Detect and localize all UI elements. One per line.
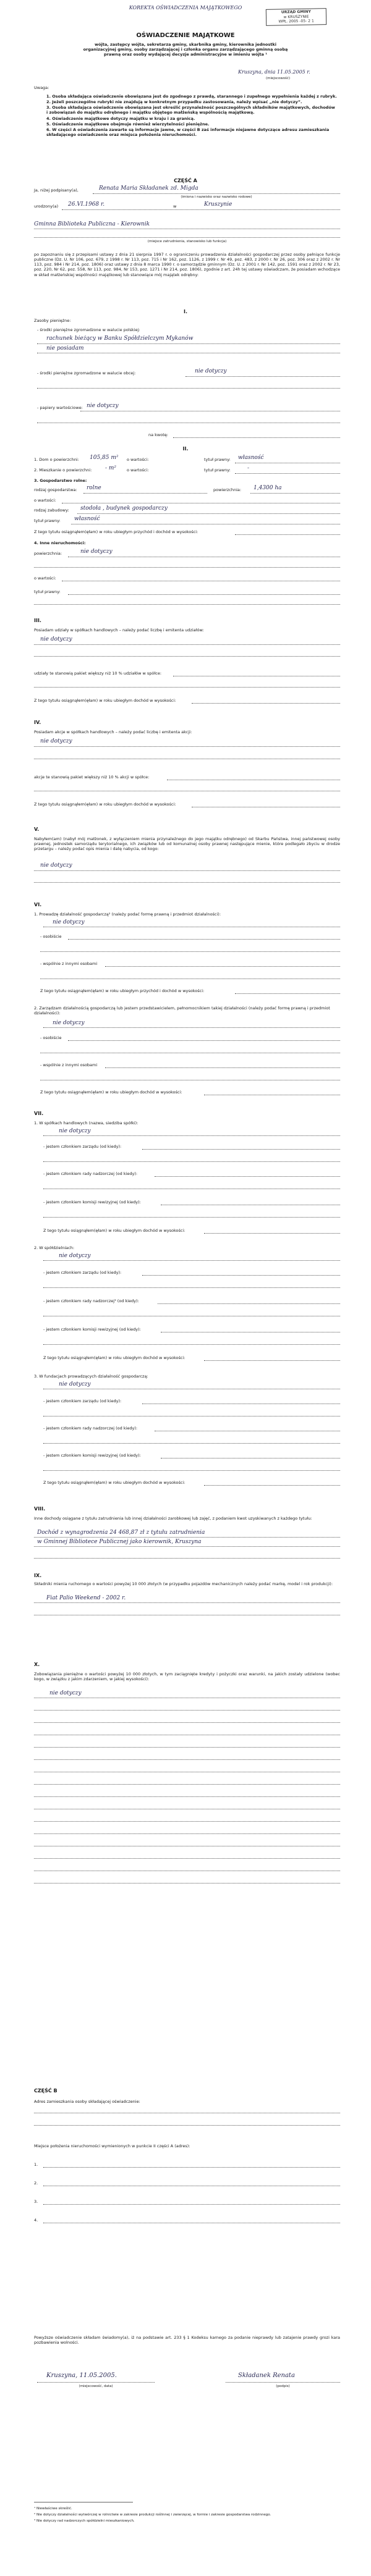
dotted-line bbox=[34, 567, 340, 568]
dotted-line bbox=[43, 1470, 340, 1471]
dotted-line bbox=[40, 951, 340, 952]
section-3-text: Posiadam udziały w spółkach handlowych – należy podać liczbę i emitenta udziałów: bbox=[34, 628, 204, 633]
section-4-dochod: Z tego tytułu osiągnąłem(ęłam) w roku ubiegłym dochód w wysokości: bbox=[34, 802, 176, 807]
dotted-line bbox=[34, 882, 340, 883]
section-4-pakiet: akcje te stanowią pakiet większy niż 10 % akcji w spółce: bbox=[34, 775, 150, 780]
section-7-dochod-2: Z tego tytułu osiągnąłem(ęłam) w roku ubiegłym dochód w wysokości: bbox=[43, 1355, 186, 1360]
gosp-tytul-value: własność bbox=[74, 516, 100, 522]
dotted-line bbox=[173, 437, 340, 438]
komisja-label-3: - jestem członkiem komisji rewizyjnej (od kiedy): bbox=[43, 1453, 141, 1458]
pow-value: 1,4300 ha bbox=[254, 485, 282, 491]
subtitle-line: wójta, zastępcy wójta, sekretarza gminy, skarbnika gminy, kierownika jednostki bbox=[95, 42, 276, 47]
dotted-line bbox=[68, 594, 340, 595]
mieszkanie-wart-label: o wartości: bbox=[127, 468, 149, 473]
part-b-adres: Adres zamieszkania osoby składającej oświadczenie: bbox=[34, 2099, 140, 2104]
dotted-line bbox=[235, 534, 340, 535]
born-place: Kruszynie bbox=[204, 201, 232, 208]
section-6-dochod-2: Z tego tytułu osiągnąłem(ęłam) w roku ubiegłym dochód w wysokości: bbox=[40, 1090, 182, 1095]
foreign-funds-label: - środki pieniężne zgromadzone w walucie obcej: bbox=[37, 371, 136, 376]
dotted-line bbox=[34, 687, 340, 688]
dotted-line bbox=[93, 193, 340, 194]
page-title: OŚWIADCZENIE MAJĄTKOWE bbox=[136, 32, 235, 39]
dotted-line bbox=[43, 1287, 340, 1288]
mieszkanie-label: 2. Mieszkanie o powierzchni: bbox=[34, 468, 92, 473]
top-handwritten-note: KOREKTA OŚWIADCZENIA MAJĄTKOWEGO bbox=[129, 5, 242, 11]
inne-wart-label: o wartości: bbox=[34, 576, 56, 581]
section-4-value: nie dotyczy bbox=[40, 738, 72, 744]
closing-statement: Powyższe oświadczenie składam świadomy(a), iż na podstawie art. 233 § 1 Kodeksu karnego za podanie nieprawdy lub zatajenie prawdy grozi kara pozbawienia wolności. bbox=[34, 2335, 340, 2346]
section-2-number: II. bbox=[182, 446, 189, 452]
intro-text: po zapoznaniu się z przepisami ustawy z dnia 21 sierpnia 1997 r. o ograniczeniu prowadzenia działalności gospodarczej przez osoby pełniące funkcje publiczne (Dz. U. Nr 106, poz. 679, z 1998 r. Nr 113, poz. 715 i Nr 162, poz. 1126, z 1999 r. Nr 49, poz. 483, z 2000 r. Nr 26, poz. 306 oraz z 2002 r. Nr 113, poz. 984 i Nr 214, poz. 1806) oraz ustawy z dnia 8 marca 1990 r. o samorządzie gminnym (Dz. U. z 2001 r. Nr 142, poz. 1591 oraz z 2002 r. Nr 23, poz. 220, Nr 62, poz. 558, Nr 113, poz. 984, Nr 153, poz. 1271 i Nr 214, poz. 1806), zgodnie z art. 24h tej ustawy oświadczam, że posiadam wchodzące w skład małżeńskiej wspólności majątkowej lub stanowiące mój majątek odrębny: bbox=[34, 252, 340, 277]
part-a-heading: CZĘŚĆ A bbox=[174, 178, 197, 183]
dotted-line bbox=[43, 1260, 340, 1261]
section-7-number: VII. bbox=[34, 1111, 44, 1116]
inne-pow-label: powierzchnia: bbox=[34, 551, 62, 556]
dotted-line bbox=[105, 1067, 340, 1068]
part-b-number: 2. bbox=[34, 2181, 38, 2186]
stamp-line: URZĄD GMINY bbox=[281, 9, 311, 15]
part-b-miejsce: Miejsce położenia nieruchomości wymienionych w punkcie II części A (adres): bbox=[34, 2144, 190, 2149]
polish-funds-value-2: nie posiadam bbox=[46, 345, 84, 351]
dotted-line bbox=[83, 493, 207, 494]
section-9-value: Fiat Palio Weekend - 2002 r. bbox=[46, 1595, 126, 1601]
dotted-line bbox=[34, 1821, 340, 1822]
dotted-line bbox=[34, 1546, 340, 1547]
dom-label: 1. Dom o powierzchni: bbox=[34, 457, 79, 462]
gosp-dochod: Z tego tytułu osiągnąłem(ęłam) w roku ubiegłym przychód i dochód w wysokości: bbox=[34, 529, 198, 534]
foreign-funds-value: nie dotyczy bbox=[195, 368, 227, 374]
section-7-dochod-3: Z tego tytułu osiągnąłem(ęłam) w roku ubiegłym dochód w wysokości: bbox=[43, 1480, 186, 1485]
osobiscie-label-2: - osobiście bbox=[40, 1035, 62, 1040]
section-6-item-2-value: nie dotyczy bbox=[53, 1020, 85, 1026]
dotted-line bbox=[34, 1602, 340, 1603]
komisja-label-2: - jestem członkiem komisji rewizyjnej (od kiedy): bbox=[43, 1327, 141, 1332]
dotted-line bbox=[142, 1149, 340, 1150]
dotted-line bbox=[37, 343, 340, 344]
footnotes bbox=[34, 2507, 340, 2523]
osobiscie-label: - osobiście bbox=[40, 934, 62, 939]
section-4-text: Posiadam akcje w spółkach handlowych – należy podać liczbę i emitenta akcji: bbox=[34, 730, 192, 734]
dotted-line bbox=[235, 473, 340, 474]
section-7-item-1: 1. W spółkach handlowych (nazwa, siedziba spółki): bbox=[34, 1121, 139, 1126]
polish-funds-label: - środki pieniężne zgromadzone w walucie polskiej: bbox=[37, 327, 140, 332]
section-6-number: VI. bbox=[34, 902, 42, 907]
ja-caption: (imiona i nazwisko oraz nazwisko rodowe) bbox=[181, 195, 252, 199]
polish-funds-value: rachunek bieżący w Banku Spółdzielczym Mykanów bbox=[46, 335, 194, 342]
subtitle-line: organizacyjnej gminy, osoby zarządzającej i członka organu zarządzającego gminną osobą bbox=[83, 47, 288, 53]
dotted-line bbox=[43, 1344, 340, 1345]
employer-value: Gminna Biblioteka Publiczna - Kierownik bbox=[34, 221, 150, 227]
section-10-number: X. bbox=[34, 1662, 40, 1667]
zabud-value: stodoła , budynek gospodarczy bbox=[80, 505, 168, 511]
born-label: urodzony(a) bbox=[34, 204, 59, 209]
dotted-line bbox=[34, 1722, 340, 1723]
dotted-line bbox=[34, 1883, 340, 1884]
rada-label-3: - jestem członkiem rady nadzorczej (od kiedy): bbox=[43, 1426, 138, 1431]
section-7-dochod: Z tego tytułu osiągnąłem(ęłam) w roku ubiegłym dochód w wysokości: bbox=[43, 1228, 186, 1233]
dotted-line bbox=[204, 1360, 340, 1361]
mieszkanie-tytul-label: tytuł prawny: bbox=[204, 468, 231, 473]
footnote: ³ Nie dotyczy rad nadzorczych spółdzielni mieszkaniowych. bbox=[34, 2519, 135, 2523]
section-10-value: nie dotyczy bbox=[49, 1690, 82, 1696]
dotted-line bbox=[43, 1217, 340, 1218]
section-8-value-1: Dochód z wynagrodzenia 24 468,87 zł z tytułu zatrudnienia bbox=[37, 1530, 205, 1536]
stamp-line: w KRUSZYNIE bbox=[283, 14, 309, 19]
dotted-line bbox=[34, 870, 340, 871]
uwaga-item: 1. Osoba składająca oświadczenie obowiązana jest do zgodnego z prawdą, starannego i zupełnego wypełnienia każdej z rubryk. bbox=[46, 94, 337, 99]
dotted-line bbox=[43, 1161, 340, 1162]
footnote: ² Nie dotyczy działalności wytwórczej w rolnictwie w zakresie produkcji roślinnej i zwierzęcej, w formie i zakresie gospodarstwa rodzinnego. bbox=[34, 2512, 271, 2517]
dotted-line bbox=[43, 2204, 340, 2205]
dotted-line bbox=[43, 2167, 340, 2168]
dotted-line bbox=[34, 1537, 340, 1538]
subtitle-line: prawną oraz osoby wydającej decyzje administracyjne w imieniu wójta ¹ bbox=[103, 52, 268, 57]
uwaga-label: Uwaga: bbox=[34, 85, 49, 90]
zarzad-label: - jestem członkiem zarządu (od kiedy): bbox=[43, 1144, 122, 1149]
section-10-text: Zobowiązania pieniężne o wartości powyżej 10 000 złotych, w tym zaciągnięte kredyty i pożyczki oraz warunki, na jakich zostały udzielone (wobec kogo, w związku z jakim zdarzeniem, w jakiej wysokości): bbox=[34, 1672, 340, 1682]
dotted-line bbox=[226, 2382, 340, 2383]
section-3-value: nie dotyczy bbox=[40, 636, 72, 642]
place-caption: (miejscowość) bbox=[266, 77, 291, 80]
dotted-line bbox=[204, 1485, 340, 1486]
dotted-line bbox=[34, 1796, 340, 1797]
dotted-line bbox=[77, 513, 340, 514]
section-9-text: Składniki mienia ruchomego o wartości powyżej 10 000 złotych (w przypadku pojazdów mechanicznych należy podać markę, model i rok produkcji): bbox=[34, 1581, 333, 1586]
section-1-number: I. bbox=[183, 309, 187, 314]
dotted-line bbox=[34, 2125, 340, 2126]
dotted-line bbox=[192, 703, 340, 704]
securities-value: nie dotyczy bbox=[87, 403, 119, 409]
subtitle bbox=[68, 42, 303, 57]
section-8-number: VIII. bbox=[34, 1506, 46, 1512]
dom-tytul-label: tytuł prawny: bbox=[204, 457, 231, 462]
dotted-line bbox=[37, 388, 340, 389]
mieszkanie-value: - m² bbox=[105, 465, 117, 471]
section-6-dochod: Z tego tytułu osiągnąłem(ęłam) w roku ubiegłym przychód i dochód w wysokości: bbox=[40, 988, 205, 993]
dotted-line bbox=[34, 1759, 340, 1760]
dotted-line bbox=[34, 237, 340, 238]
signature-place-caption: (miejscowość, data) bbox=[79, 2384, 113, 2388]
dom-value: 105,85 m² bbox=[90, 455, 119, 461]
uwaga-item: 4. Oświadczenie majątkowe dotyczy majątku w kraju i za granicą. bbox=[46, 116, 195, 121]
part-b-heading: CZĘŚĆ B bbox=[34, 2088, 58, 2094]
inne-pow-value: nie dotyczy bbox=[80, 549, 113, 555]
pow-label: powierzchnia: bbox=[213, 487, 242, 492]
section-6-item-2: 2. Zarządzam działalnością gospodarczą lub jestem przedstawicielem, pełnomocnikiem takiej działalności (należy podać formę prawną i przedmiot działalności): bbox=[34, 1006, 330, 1016]
wspolnie-label-2: - wspólnie z innymi osobami bbox=[40, 1063, 98, 1067]
rodzaj-label: rodzaj gospodarstwa: bbox=[34, 487, 77, 492]
section-7-item-1-value: nie dotyczy bbox=[59, 1128, 91, 1134]
born-in: w bbox=[173, 204, 177, 209]
received-stamp bbox=[266, 8, 326, 25]
dotted-line bbox=[68, 939, 340, 940]
dom-tytul-value: własność bbox=[238, 455, 264, 461]
dotted-line bbox=[34, 644, 340, 645]
dotted-line bbox=[43, 1443, 340, 1444]
dotted-line bbox=[34, 1784, 340, 1785]
rada-label: - jestem członkiem rady nadzorczej (od kiedy): bbox=[43, 1171, 138, 1176]
gosp-tytul-label: tytuł prawny: bbox=[34, 518, 61, 523]
part-b-number: 1. bbox=[34, 2162, 38, 2167]
dotted-line bbox=[34, 604, 340, 605]
section-8-value-2: w Gminnej Bibliotece Publicznej jako kierownik, Kruszyna bbox=[37, 1539, 202, 1545]
born-value: 26.VI.1968 r. bbox=[68, 201, 105, 208]
zabud-label: rodzaj zabudowy: bbox=[34, 508, 69, 513]
section-5-text: Nabyłem(am) (nabył mój małżonek, z wyłączeniem mienia przynależnego do jego majątku odrębnego) od Skarbu Państwa, innej państwowej osoby prawnej, jednostek samorządu terytorialnego, ich związków lub od komunalnej osoby prawnej następujące mienie, które podlegało zbyciu w drodze przetargu – należy podać opis mienia i datę nabycia, od kogo: bbox=[34, 836, 340, 852]
dotted-line bbox=[34, 1858, 340, 1859]
dotted-line bbox=[62, 209, 340, 210]
dotted-line bbox=[34, 1558, 340, 1559]
part-b-number: 3. bbox=[34, 2199, 38, 2204]
dotted-line bbox=[235, 993, 340, 994]
mieszkanie-tytul-value: - bbox=[247, 465, 250, 471]
dotted-line bbox=[250, 493, 340, 494]
uwaga-item: 5. Oświadczenie majątkowe obejmuje również wierzytelności pieniężne. bbox=[46, 121, 210, 127]
wspolnie-label: - wspólnie z innymi osobami bbox=[40, 961, 98, 966]
stamp-line: WPŁ. 2005 -05- 2 1 bbox=[278, 19, 314, 24]
section-7-item-2: 2. W spółdzielniach: bbox=[34, 1245, 75, 1250]
footnote: ¹ Niewłaściwe skreślić. bbox=[34, 2507, 72, 2511]
section-1-label: Zasoby pieniężne: bbox=[34, 318, 71, 323]
dotted-line bbox=[142, 1275, 340, 1276]
ja-label: Ja, niżej podpisany(a), bbox=[34, 188, 79, 193]
inne-label: 4. Inne nieruchomości: bbox=[34, 541, 86, 545]
dotted-line bbox=[34, 1747, 340, 1748]
dotted-line bbox=[34, 1833, 340, 1834]
dom-wart-label: o wartości: bbox=[127, 457, 149, 462]
signature: Składanek Renata bbox=[238, 2372, 295, 2379]
part-b-number: 4. bbox=[34, 2218, 38, 2223]
gosp-wart-label: o wartości: bbox=[34, 498, 56, 503]
signature-caption: (podpis) bbox=[276, 2384, 290, 2388]
section-3-number: III. bbox=[34, 618, 41, 623]
section-6-item-1-value: nie dotyczy bbox=[53, 919, 85, 925]
dotted-line bbox=[37, 2382, 155, 2383]
dotted-line bbox=[204, 1233, 340, 1234]
dotted-line bbox=[155, 1176, 340, 1177]
uwaga-item: 2. Jeżeli poszczególne rubryki nie znajdują w konkretnym przypadku zastosowania, należy wpisać „nie dotyczy”. bbox=[46, 99, 302, 105]
section-9-number: IX. bbox=[34, 1573, 42, 1578]
section-3-pakiet: udziały te stanowią pakiet większy niż 10 % udziałów w spółce: bbox=[34, 671, 162, 676]
dotted-line bbox=[34, 1710, 340, 1711]
dotted-line bbox=[43, 1027, 340, 1028]
komisja-label: - jestem członkiem komisji rewizyjnej (od kiedy): bbox=[43, 1200, 141, 1205]
place-date: Kruszyna, dnia 11.05.2005 r. bbox=[238, 69, 310, 75]
uwaga-item: 3. Osoba składająca oświadczenie obowiązana jest określić przynależność poszczególnych składników majątkowych, dochodów i zobowiązań do majątku odrębnego i majątku objętego małżeńską wspólnością majątkową. bbox=[46, 105, 335, 116]
zarzad-label-2: - jestem członkiem zarządu (od kiedy): bbox=[43, 1270, 122, 1275]
dotted-line bbox=[105, 966, 340, 967]
inne-tytul-label: tytuł prawny: bbox=[34, 589, 61, 594]
rada-label-2: - jestem członkiem rady nadzorczej³ (od kiedy): bbox=[43, 1299, 139, 1303]
rodzaj-value: rolne bbox=[87, 485, 101, 491]
gospodarstwo-label: 3. Gospodarstwo rolne: bbox=[34, 478, 87, 483]
section-7-item-3-value: nie dotyczy bbox=[59, 1381, 91, 1387]
section-7-item-2-value: nie dotyczy bbox=[59, 1253, 91, 1259]
dotted-line bbox=[186, 376, 340, 377]
securities-label: - papiery wartościowe: bbox=[37, 405, 83, 410]
section-4-number: IV. bbox=[34, 720, 41, 725]
dotted-line bbox=[34, 656, 340, 657]
dotted-line bbox=[43, 1135, 340, 1136]
zarzad-label-3: - jestem członkiem zarządu (od kiedy): bbox=[43, 1399, 122, 1404]
section-8-text: Inne dochody osiągane z tytułu zatrudnienia lub innej działalności zarobkowej lub zajęć, z podaniem kwot uzyskiwanych z każdego tytułu: bbox=[34, 1516, 312, 1521]
uwaga-list bbox=[46, 94, 337, 137]
employer-caption: (miejsce zatrudnienia, stanowisko lub funkcja) bbox=[147, 240, 227, 243]
section-6-item-1: 1. Prowadzę działalność gospodarczą² (należy podać formę prawną i przedmiot działalności): bbox=[34, 912, 221, 917]
amount-label: na kwotę: bbox=[148, 432, 168, 437]
section-5-number: V. bbox=[34, 827, 40, 832]
dotted-line bbox=[34, 746, 340, 747]
section-3-dochod: Z tego tytułu osiągnąłem(ęłam) w roku ubiegłym dochód w wysokości: bbox=[34, 698, 176, 703]
section-5-value: nie dotyczy bbox=[40, 862, 72, 869]
dotted-line bbox=[158, 1303, 340, 1304]
signature-place-date: Kruszyna, 11.05.2005. bbox=[46, 2372, 117, 2379]
dotted-line bbox=[68, 1040, 340, 1041]
ja-value: Renata Maria Składanek zd. Migda bbox=[99, 185, 198, 192]
uwaga-item: 6. W części A oświadczenia zawarte są informacje jawne, w części B zaś informacje niejawne dotyczące adresu zamieszkania składającego oświadczenie oraz miejsca położenia nieruchomości. bbox=[46, 127, 330, 137]
section-7-item-3: 3. W fundacjach prowadzących działalność gospodarczą: bbox=[34, 1374, 148, 1379]
